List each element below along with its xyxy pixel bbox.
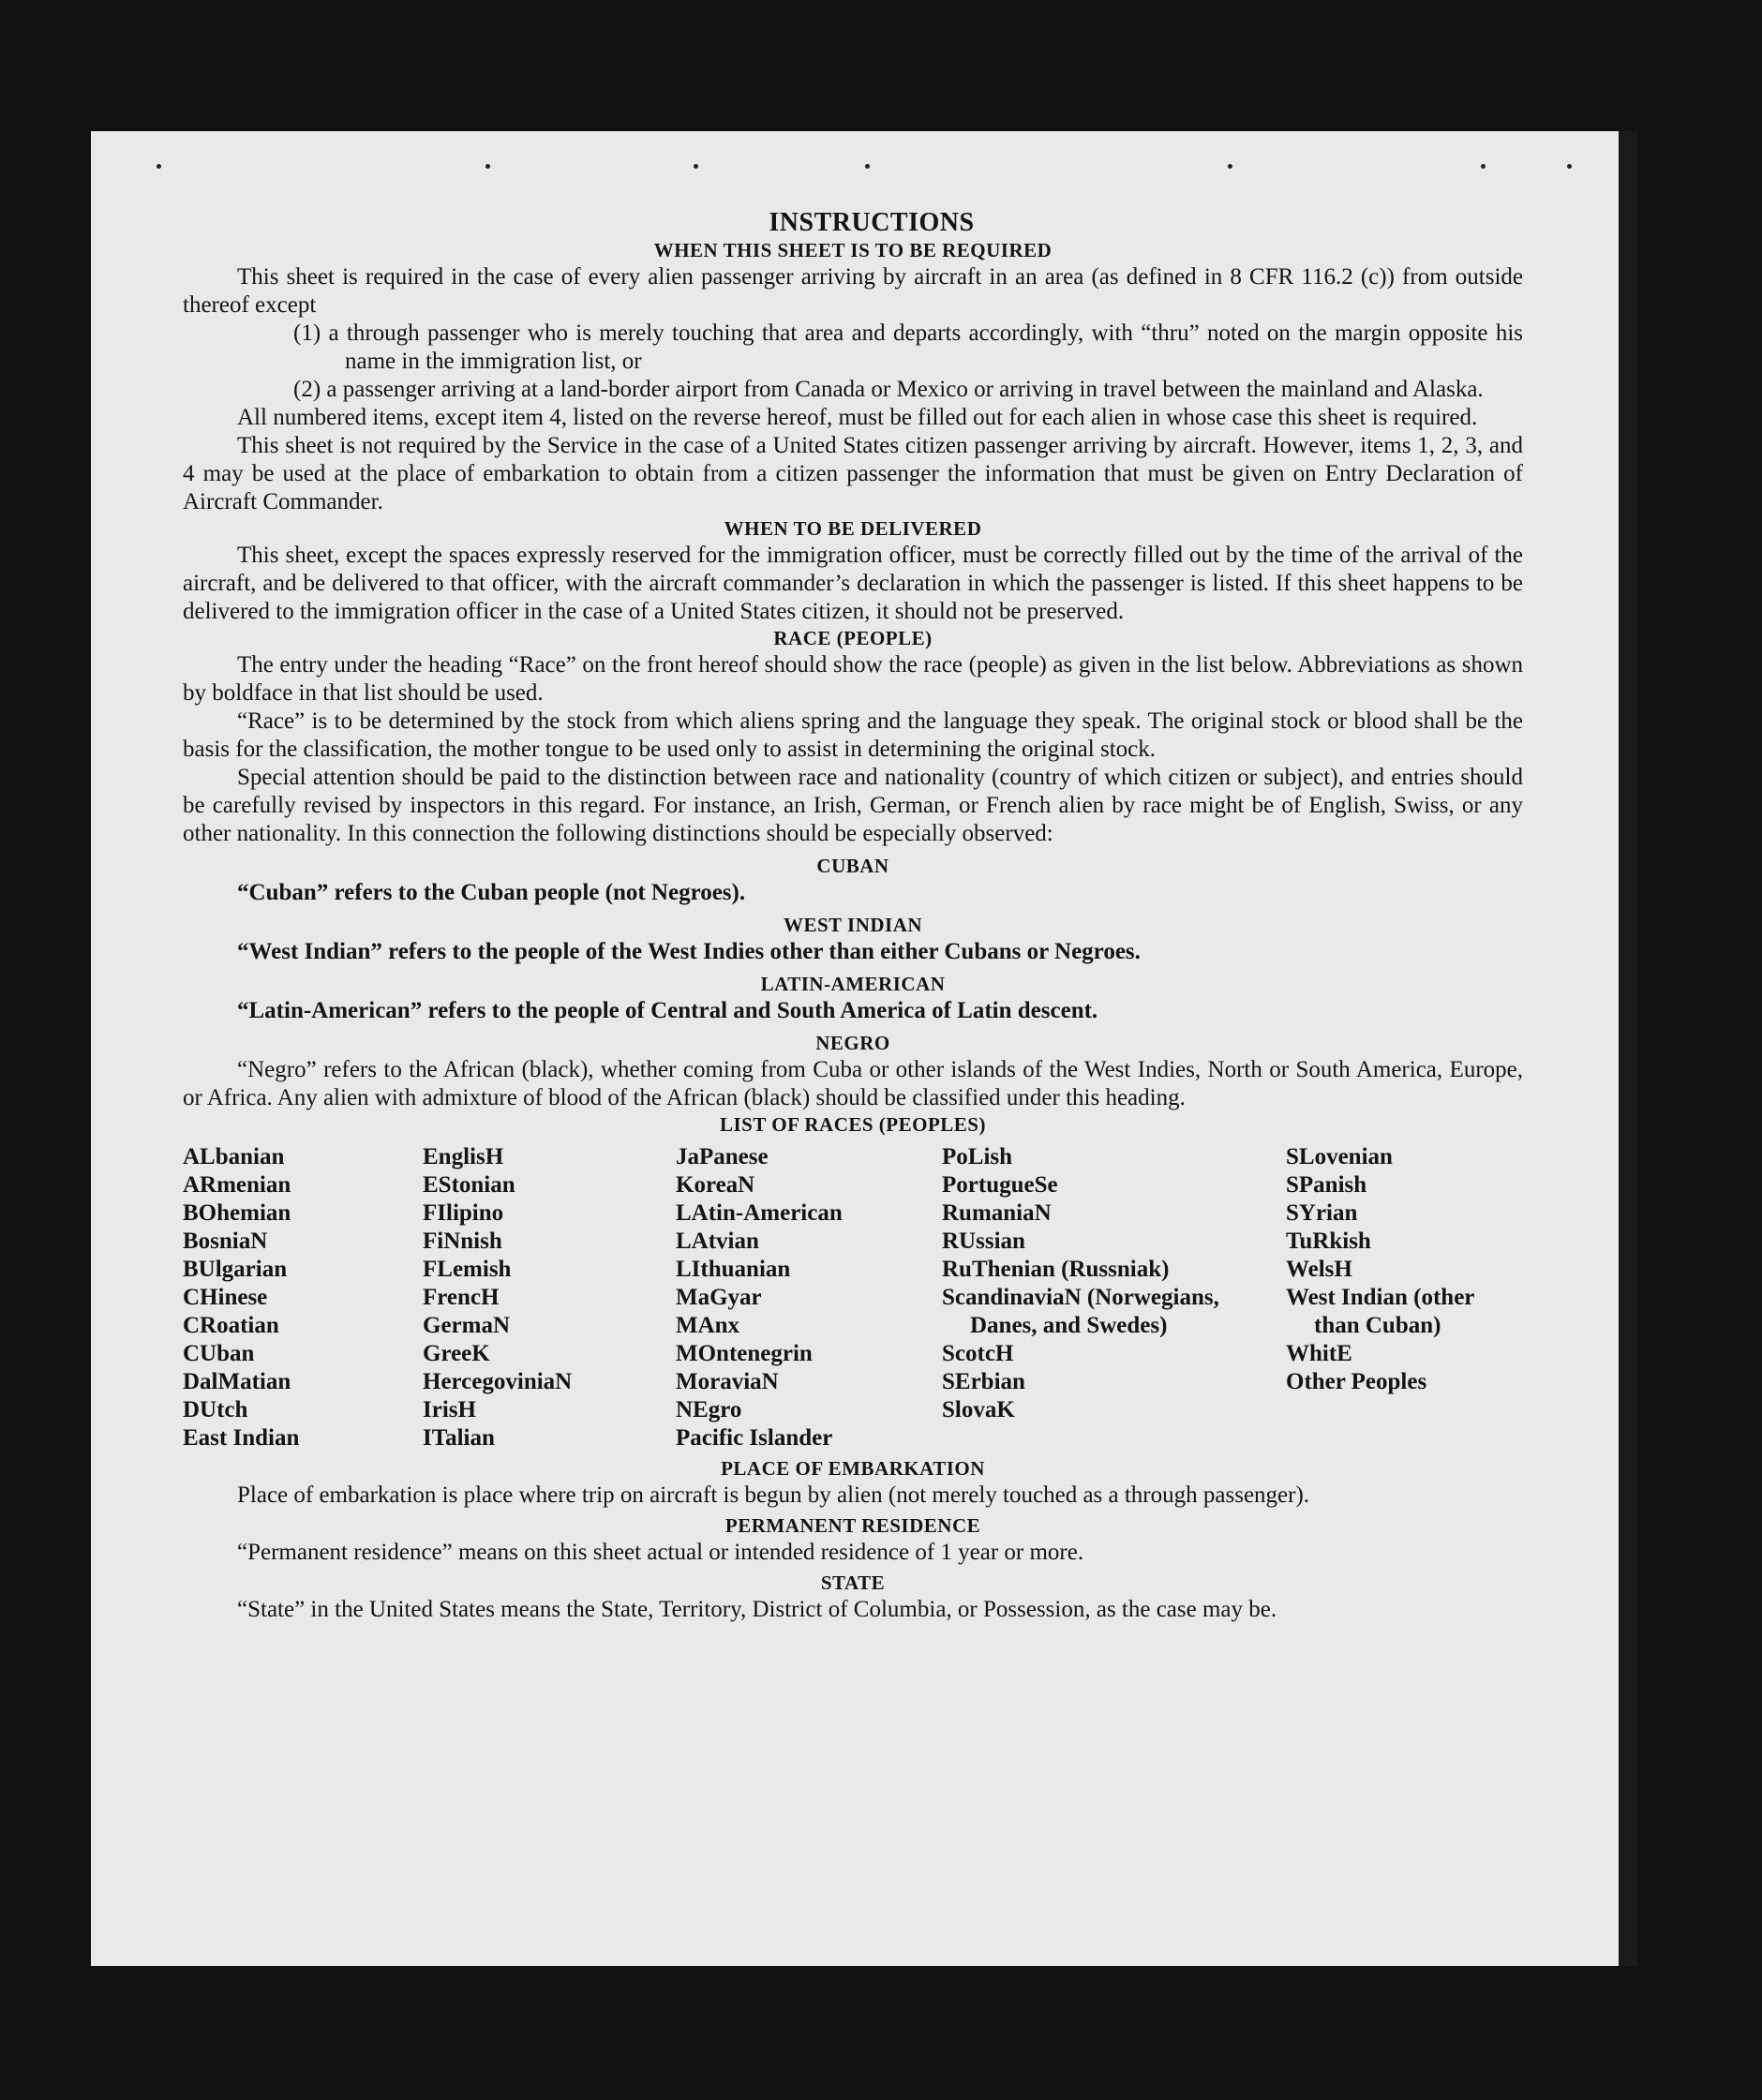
instructions-content xyxy=(183,208,1523,1624)
race-item: SErbian xyxy=(942,1369,1025,1394)
heading-negro: NEGRO xyxy=(815,1032,890,1054)
race-item: WelsH xyxy=(1286,1257,1352,1282)
heading-latin-american: LATIN-AMERICAN xyxy=(760,973,946,995)
race-item: East Indian xyxy=(183,1425,300,1451)
race-item: MaGyar xyxy=(676,1285,762,1310)
race-item: GermaN xyxy=(423,1313,511,1338)
when-delivered-para: This sheet, except the spaces expressly reserved for the immigration officer, must be correctly filled out by the time of the arrival of the aircraft, and be delivered to that officer, with the aircraft commander’s declaration in which the passenger is listed. If this sheet happens to be delivered to the immigration officer in the case of a United States citizen, it should not be preserved. xyxy=(183,543,1523,624)
race-item: SLovenian xyxy=(1286,1144,1393,1169)
heading-when-delivered: WHEN TO BE DELIVERED xyxy=(724,517,982,540)
race-item: SPanish xyxy=(1286,1172,1367,1198)
state-definition: “State” in the United States means the State, Territory, District of Columbia, or Possession, as the case may be. xyxy=(237,1597,1277,1622)
race-item: PoLish xyxy=(942,1144,1013,1169)
race-item: TuRkish xyxy=(1286,1229,1371,1254)
heading-cuban: CUBAN xyxy=(816,855,889,877)
race-para-2: “Race” is to be determined by the stock from which aliens spring and the language they speak. The original stock or blood shall be the basis for the classification, the mother tongue to be used only to assist in determining the original stock. xyxy=(183,708,1523,762)
race-item: DalMatian xyxy=(183,1369,291,1394)
race-item: CRoatian xyxy=(183,1313,279,1338)
race-item: LIthuanian xyxy=(676,1257,791,1282)
heading-race: RACE (PEOPLE) xyxy=(773,627,933,649)
race-item: FLemish xyxy=(423,1257,512,1282)
latin-american-definition: “Latin-American” refers to the people of Central and South America of Latin descent. xyxy=(237,998,1098,1023)
punch-marks xyxy=(0,164,1762,173)
residence-definition: “Permanent residence” means on this sheet actual or intended residence of 1 year or more. xyxy=(237,1540,1084,1565)
race-item: MOntenegrin xyxy=(676,1341,813,1366)
cuban-definition: “Cuban” refers to the Cuban people (not Negroes). xyxy=(237,880,746,905)
when-required-intro: This sheet is required in the case of every alien passenger arriving by aircraft in an area (as defined in 8 CFR 116.2 (c)) from outside thereof except xyxy=(183,264,1523,318)
exception-2: (2) a passenger arriving at a land-border airport from Canada or Mexico or arriving in travel between the mainland and Alaska. xyxy=(293,377,1484,402)
race-item: ALbanian xyxy=(183,1144,285,1169)
heading-embarkation: PLACE OF EMBARKATION xyxy=(721,1457,985,1480)
race-item: LAtvian xyxy=(676,1229,759,1254)
race-item: MAnx xyxy=(676,1313,740,1338)
races-column-2 xyxy=(423,1143,676,1452)
race-item: PortugueSe xyxy=(942,1172,1058,1198)
race-item: Pacific Islander xyxy=(676,1425,833,1451)
races-column-3 xyxy=(676,1143,942,1452)
race-para-3: Special attention should be paid to the distinction between race and nationality (country of which citizen or subject), and entries should be carefully revised by inspectors in this regard. For instance, an Irish, German, or French alien by race might be of English, Swiss, or any other nationality. In this connection the following distinctions should be especially observed: xyxy=(183,765,1523,846)
race-item: SlovaK xyxy=(942,1397,1015,1422)
negro-definition: “Negro” refers to the African (black), whether coming from Cuba or other islands of the West Indies, North or South America, Europe, or Africa. Any alien with admixture of blood of the African (black) should be classified under this heading. xyxy=(183,1057,1523,1110)
heading-state: STATE xyxy=(820,1571,886,1594)
race-item: HercegoviniaN xyxy=(423,1369,573,1394)
page-edge-shadow xyxy=(1619,131,1637,1966)
race-item: NEgro xyxy=(676,1397,742,1422)
heading-residence: PERMANENT RESIDENCE xyxy=(724,1514,981,1537)
race-item: FIlipino xyxy=(423,1200,504,1226)
race-item: JaPanese xyxy=(676,1144,769,1169)
race-item: RumaniaN xyxy=(942,1200,1052,1226)
race-item: Other Peoples xyxy=(1286,1369,1427,1394)
race-item: WhitE xyxy=(1286,1341,1352,1366)
race-item: SYrian xyxy=(1286,1200,1358,1226)
west-indian-definition: “West Indian” refers to the people of the West Indies other than either Cubans or Negroes. xyxy=(237,939,1141,964)
races-column-4 xyxy=(942,1143,1286,1452)
races-column-5 xyxy=(1286,1143,1523,1452)
race-item: BosniaN xyxy=(183,1229,268,1254)
races-list xyxy=(183,1143,1523,1452)
race-item: ARmenian xyxy=(183,1172,291,1198)
race-item: IrisH xyxy=(423,1397,476,1422)
race-item: BOhemian xyxy=(183,1200,291,1226)
embarkation-definition: Place of embarkation is place where trip on aircraft is begun by alien (not merely touched as a through passenger). xyxy=(237,1482,1310,1508)
race-item: MoraviaN xyxy=(676,1369,779,1394)
heading-list-of-races: LIST OF RACES (PEOPLES) xyxy=(720,1113,986,1136)
race-item: BUlgarian xyxy=(183,1257,288,1282)
races-column-1 xyxy=(183,1143,423,1452)
race-para-1: The entry under the heading “Race” on the front hereof should show the race (people) as given in the list below. Abbreviations as shown by boldface in that list should be used. xyxy=(183,652,1523,706)
race-item: RuThenian (Russniak) xyxy=(942,1257,1170,1282)
race-item: ScotcH xyxy=(942,1341,1014,1366)
race-item: RUssian xyxy=(942,1229,1025,1254)
race-item: GreeK xyxy=(423,1341,490,1366)
race-item: LAtin-American xyxy=(676,1200,843,1226)
race-item: West Indian (other than Cuban) xyxy=(1286,1285,1474,1338)
race-item: EnglisH xyxy=(423,1144,504,1169)
exception-1: (1) a through passenger who is merely touching that area and departs accordingly, with “thru” noted on the margin opposite his name in the immigration list, or xyxy=(293,320,1523,374)
race-item: KoreaN xyxy=(676,1172,755,1198)
race-item: CHinese xyxy=(183,1285,268,1310)
heading-when-required: WHEN THIS SHEET IS TO BE REQUIRED xyxy=(653,239,1053,261)
race-item: DUtch xyxy=(183,1397,248,1422)
race-item: FrencH xyxy=(423,1285,500,1310)
page-title: INSTRUCTIONS xyxy=(769,208,975,237)
when-required-para-3: This sheet is not required by the Service in the case of a United States citizen passenger arriving by aircraft. However, items 1, 2, 3, and 4 may be used at the place of embarkation to obtain from a citizen passenger the information that must be given on Entry Declaration of Aircraft Commander. xyxy=(183,433,1523,514)
race-item: ITalian xyxy=(423,1425,495,1451)
race-item: ScandinaviaN (Norwegians, Danes, and Swedes) xyxy=(942,1285,1219,1338)
heading-west-indian: WEST INDIAN xyxy=(783,914,923,936)
when-required-para-2: All numbered items, except item 4, listed on the reverse hereof, must be filled out for each alien in whose case this sheet is required. xyxy=(237,405,1478,430)
race-item: FiNnish xyxy=(423,1229,502,1254)
race-item: CUban xyxy=(183,1341,255,1366)
race-item: EStonian xyxy=(423,1172,515,1198)
